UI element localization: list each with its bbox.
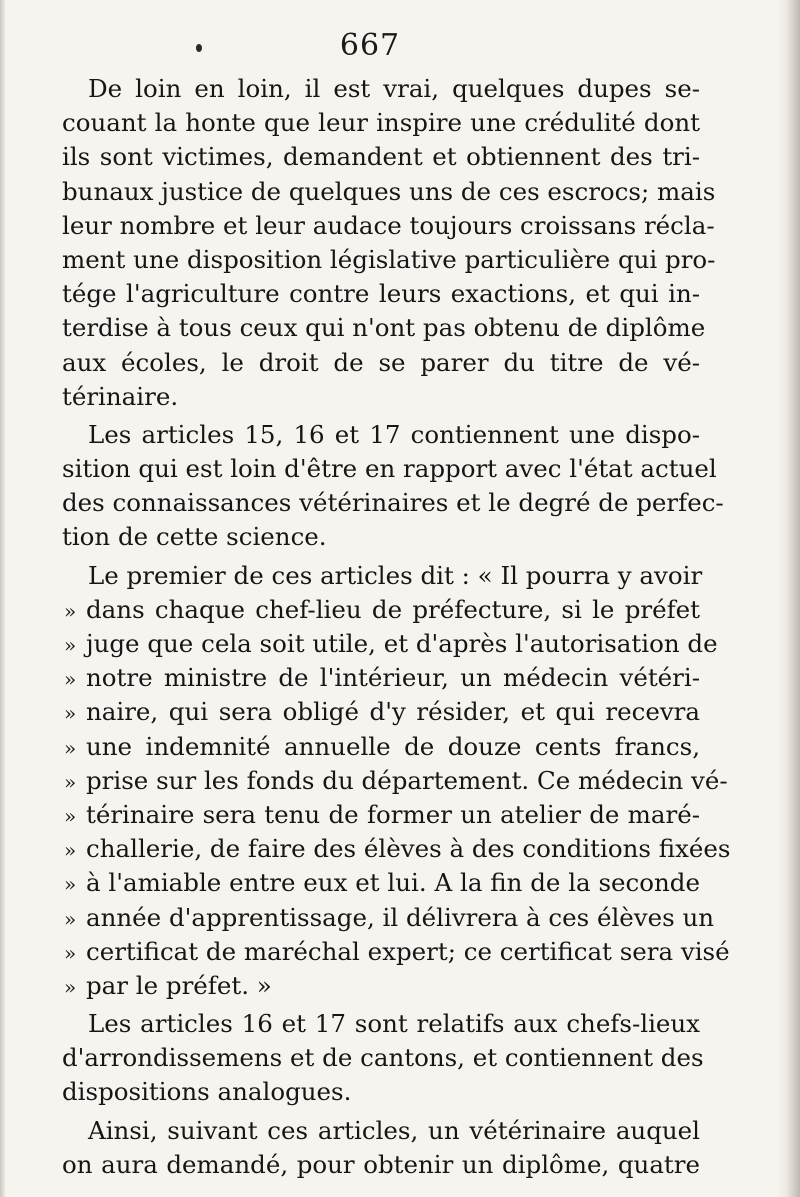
- quoted-line: [62, 764, 728, 798]
- text-line: ment une disposition législative particulière qui pro-: [62, 244, 716, 274]
- quoted-line: [62, 901, 715, 935]
- text-line: Les articles 15, 16 et 17 contiennent une dispo-: [88, 419, 700, 449]
- quoted-line: [62, 935, 730, 969]
- text-line: tége l'agriculture contre leurs exactions, et qui in-: [62, 279, 700, 309]
- quoted-text: notre ministre de l'intérieur, un médecin vétéri-: [86, 663, 700, 693]
- text-line: ils sont victimes, demandent et obtiennent des tri-: [62, 142, 700, 172]
- quoted-line: [62, 730, 700, 764]
- quoted-line: [62, 866, 700, 900]
- quote-mark: »: [64, 872, 77, 897]
- text-line: Les articles 16 et 17 sont relatifs aux chefs-lieux: [88, 1009, 700, 1039]
- quote-mark: »: [64, 769, 77, 794]
- text-line: sition qui est loin d'être en rapport avec l'état actuel: [62, 454, 717, 484]
- quote-mark: »: [64, 701, 77, 726]
- quoted-text: année d'apprentissage, il délivrera à ces élèves un: [86, 902, 715, 932]
- quoted-line: [62, 695, 700, 729]
- quoted-line: [62, 593, 700, 627]
- text-line: d'arrondissemens et de cantons, et contiennent des: [62, 1043, 704, 1073]
- text-line: De loin en loin, il est vrai, quelques dupes se-: [88, 74, 700, 103]
- quoted-text: naire, qui sera obligé d'y résider, et qui recevra: [86, 697, 700, 727]
- quote-mark: »: [64, 667, 77, 692]
- quote-mark: »: [64, 598, 77, 623]
- body-text: [62, 72, 731, 1182]
- quote-mark: »: [64, 974, 77, 999]
- text-line: aux écoles, le droit de se parer du titre de vé-: [62, 347, 700, 377]
- text-line: des connaissances vétérinaires et le degré de perfec-: [62, 488, 724, 518]
- quoted-text: certificat de maréchal expert; ce certificat sera visé: [86, 936, 730, 966]
- quoted-text: à l'amiable entre eux et lui. A la fin de la seconde: [86, 868, 700, 898]
- text-line: on aura demandé, pour obtenir un diplôme, quatre: [62, 1149, 700, 1179]
- quoted-text: challerie, de faire des élèves à des conditions fixées: [86, 834, 731, 864]
- quoted-line: [62, 798, 700, 832]
- quoted-line: [62, 627, 718, 661]
- quoted-line: [62, 661, 700, 695]
- quote-mark: »: [64, 633, 77, 657]
- text-line: terdise à tous ceux qui n'ont pas obtenu de diplôme: [62, 313, 706, 343]
- page-right-edge: [778, 0, 800, 1197]
- text-line: Le premier de ces articles dit : « Il pourra y avoir: [88, 560, 703, 590]
- page-left-edge: [0, 0, 6, 1197]
- text-line: Ainsi, suivant ces articles, un vétérinaire auquel: [88, 1115, 700, 1145]
- quoted-text: par le préfet. »: [86, 970, 272, 1000]
- text-line: dispositions analogues.: [62, 1077, 352, 1107]
- quoted-text: juge que cela soit utile, et d'après l'autorisation de: [86, 629, 718, 658]
- quote-mark: »: [64, 735, 77, 760]
- text-line: leur nombre et leur audace toujours croissans récla-: [62, 210, 715, 240]
- text-line: bunaux justice de quelques uns de ces escrocs; mais: [62, 176, 716, 206]
- ink-speck: [196, 44, 202, 52]
- quoted-text: une indemnité annuelle de douze cents francs,: [86, 731, 700, 761]
- text-line: tion de cette science.: [62, 522, 327, 552]
- quoted-text: dans chaque chef-lieu de préfecture, si le préfet: [86, 594, 700, 624]
- quoted-text: prise sur les fonds du département. Ce médecin vé-: [86, 765, 728, 795]
- quote-mark: »: [64, 940, 77, 965]
- quote-mark: »: [64, 838, 77, 863]
- quote-mark: »: [64, 906, 77, 931]
- page-number: 667: [339, 28, 401, 63]
- quoted-line: [62, 832, 731, 866]
- text-line: couant la honte que leur inspire une crédulité dont: [62, 108, 700, 138]
- quoted-line: [62, 969, 700, 1003]
- text-line: térinaire.: [62, 381, 179, 411]
- quote-mark: »: [64, 803, 77, 828]
- quoted-text: térinaire sera tenu de former un atelier de maré-: [86, 799, 700, 829]
